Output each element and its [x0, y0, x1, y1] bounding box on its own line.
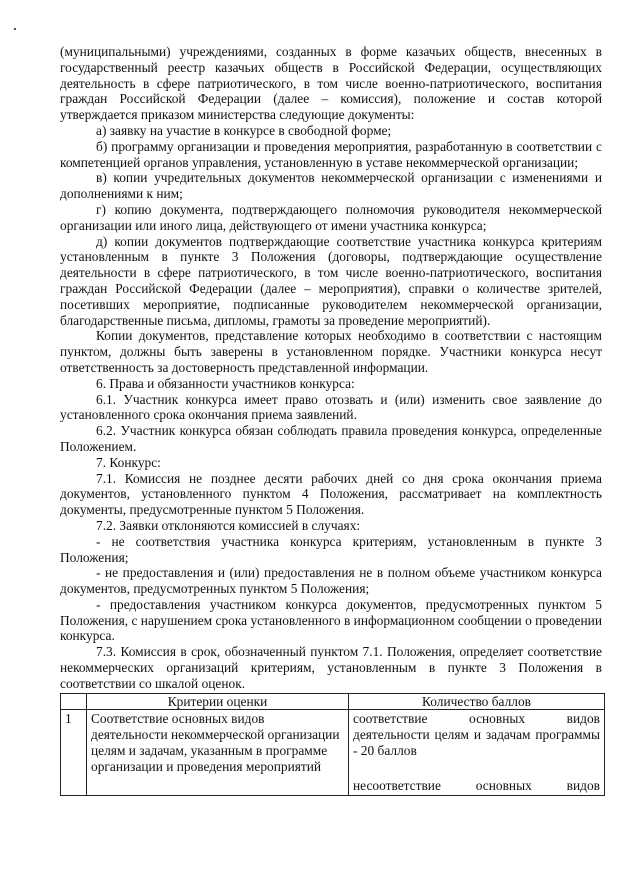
header-cell-number [61, 693, 87, 710]
row-number: 1 [61, 710, 87, 795]
score-option-mismatch: несоответствие основных видов [353, 777, 600, 793]
paragraph: 7.3. Комиссия в срок, обозначенный пунктом 7.1. Положения, определяет соответствие некоммерческих организаций критериям, установленным в пункте 3 Положения в соответствии со шкалой оценок. [60, 644, 602, 691]
paragraph: 6.1. Участник конкурса имеет право отозвать и (или) изменить свое заявление до установленного срока окончания приема заявлений. [60, 391, 602, 423]
criteria-table-header [61, 693, 605, 710]
paragraph: - не соответствия участника конкурса критериям, установленным в пункте 3 Положения; [60, 533, 602, 565]
paragraph: 7.1. Комиссия не позднее десяти рабочих дней со дня срока окончания приема документов, установленного пунктом 4 Положения, рассматривает на комплектность документы, предусмотренные пунктом 5 Положения. [60, 470, 602, 518]
paragraph: г) копию документа, подтверждающего полномочия руководителя некоммерческой организации или иного лица, действующего от имени участника конкурса; [60, 201, 602, 233]
paragraph: в) копии учредительных документов некоммерческой организации с изменениями и дополнениями к ним; [60, 170, 602, 202]
document-body [60, 44, 602, 692]
paragraph: - не предоставления и (или) предоставления не в полном объеме участником конкурса документов, предусмотренных пунктом 5 Положения; [60, 565, 602, 597]
score-option-match: соответствие основных видов деятельности целям и задачам программы - 20 баллов [353, 711, 600, 759]
paragraph: 7. Конкурс: [96, 454, 161, 470]
paragraph: Копии документов, представление которых необходимо в соответствии с настоящим пунктом, должны быть заверены в установленном порядке. Участники конкурса несут ответственность за достоверность представленной информации. [60, 328, 602, 375]
criteria-table [60, 693, 605, 796]
paragraph: б) программу организации и проведения мероприятия, разработанную в соответствии с компетенцией органов управления, установленную в уставе некоммерческой организации; [60, 138, 602, 170]
paragraph: д) копии документов подтверждающие соответствие участника конкурса критериям установленным в пункте 3 Положения (договоры, подтверждающие осуществление деятельности в сфере патриотического, в том числе военно-патриотического, воспитания граждан Российской Федерации (далее – мероприятия), справки о количестве зрителей, посетивших мероприятие, подписанные руководителем некоммерческой организации, благодарственные письма, дипломы, грамоты за проведение мероприятий). [60, 233, 602, 328]
paragraph: 6. Права и обязанности участников конкурса: [96, 375, 355, 391]
table-row [61, 710, 605, 795]
score-cell [349, 710, 605, 795]
paragraph: 7.2. Заявки отклоняются комиссией в случаях: [96, 517, 361, 533]
header-cell-score: Количество баллов [349, 693, 605, 710]
paragraph: а) заявку на участие в конкурсе в свободной форме; [96, 122, 392, 138]
header-cell-criteria: Критерии оценки [87, 693, 349, 710]
paragraph: 6.2. Участник конкурса обязан соблюдать правила проведения конкурса, определенные Положением. [60, 423, 602, 454]
paragraph: (муниципальными) учреждениями, созданных в форме казачьих обществ, внесенных в государственный реестр казачьих обществ в Российской Федерации, осуществляющих деятельность в сфере патриотического, в том числе военно-патриотического, воспитания граждан Российской Федерации (далее – комиссия), положение и состав которой утверждается приказом министерства следующие документы: [60, 44, 602, 123]
criterion-cell: Соответствие основных видов деятельности некоммерческой организации целям и задачам, указанным в программе организации и проведения мероприятий [87, 710, 349, 795]
document-page [60, 44, 602, 796]
scan-speck [14, 28, 16, 30]
paragraph: - предоставления участником конкурса документов, предусмотренных пунктом 5 Положения, с нарушением срока установленного в информационном сообщении о проведении конкурса. [60, 596, 602, 644]
